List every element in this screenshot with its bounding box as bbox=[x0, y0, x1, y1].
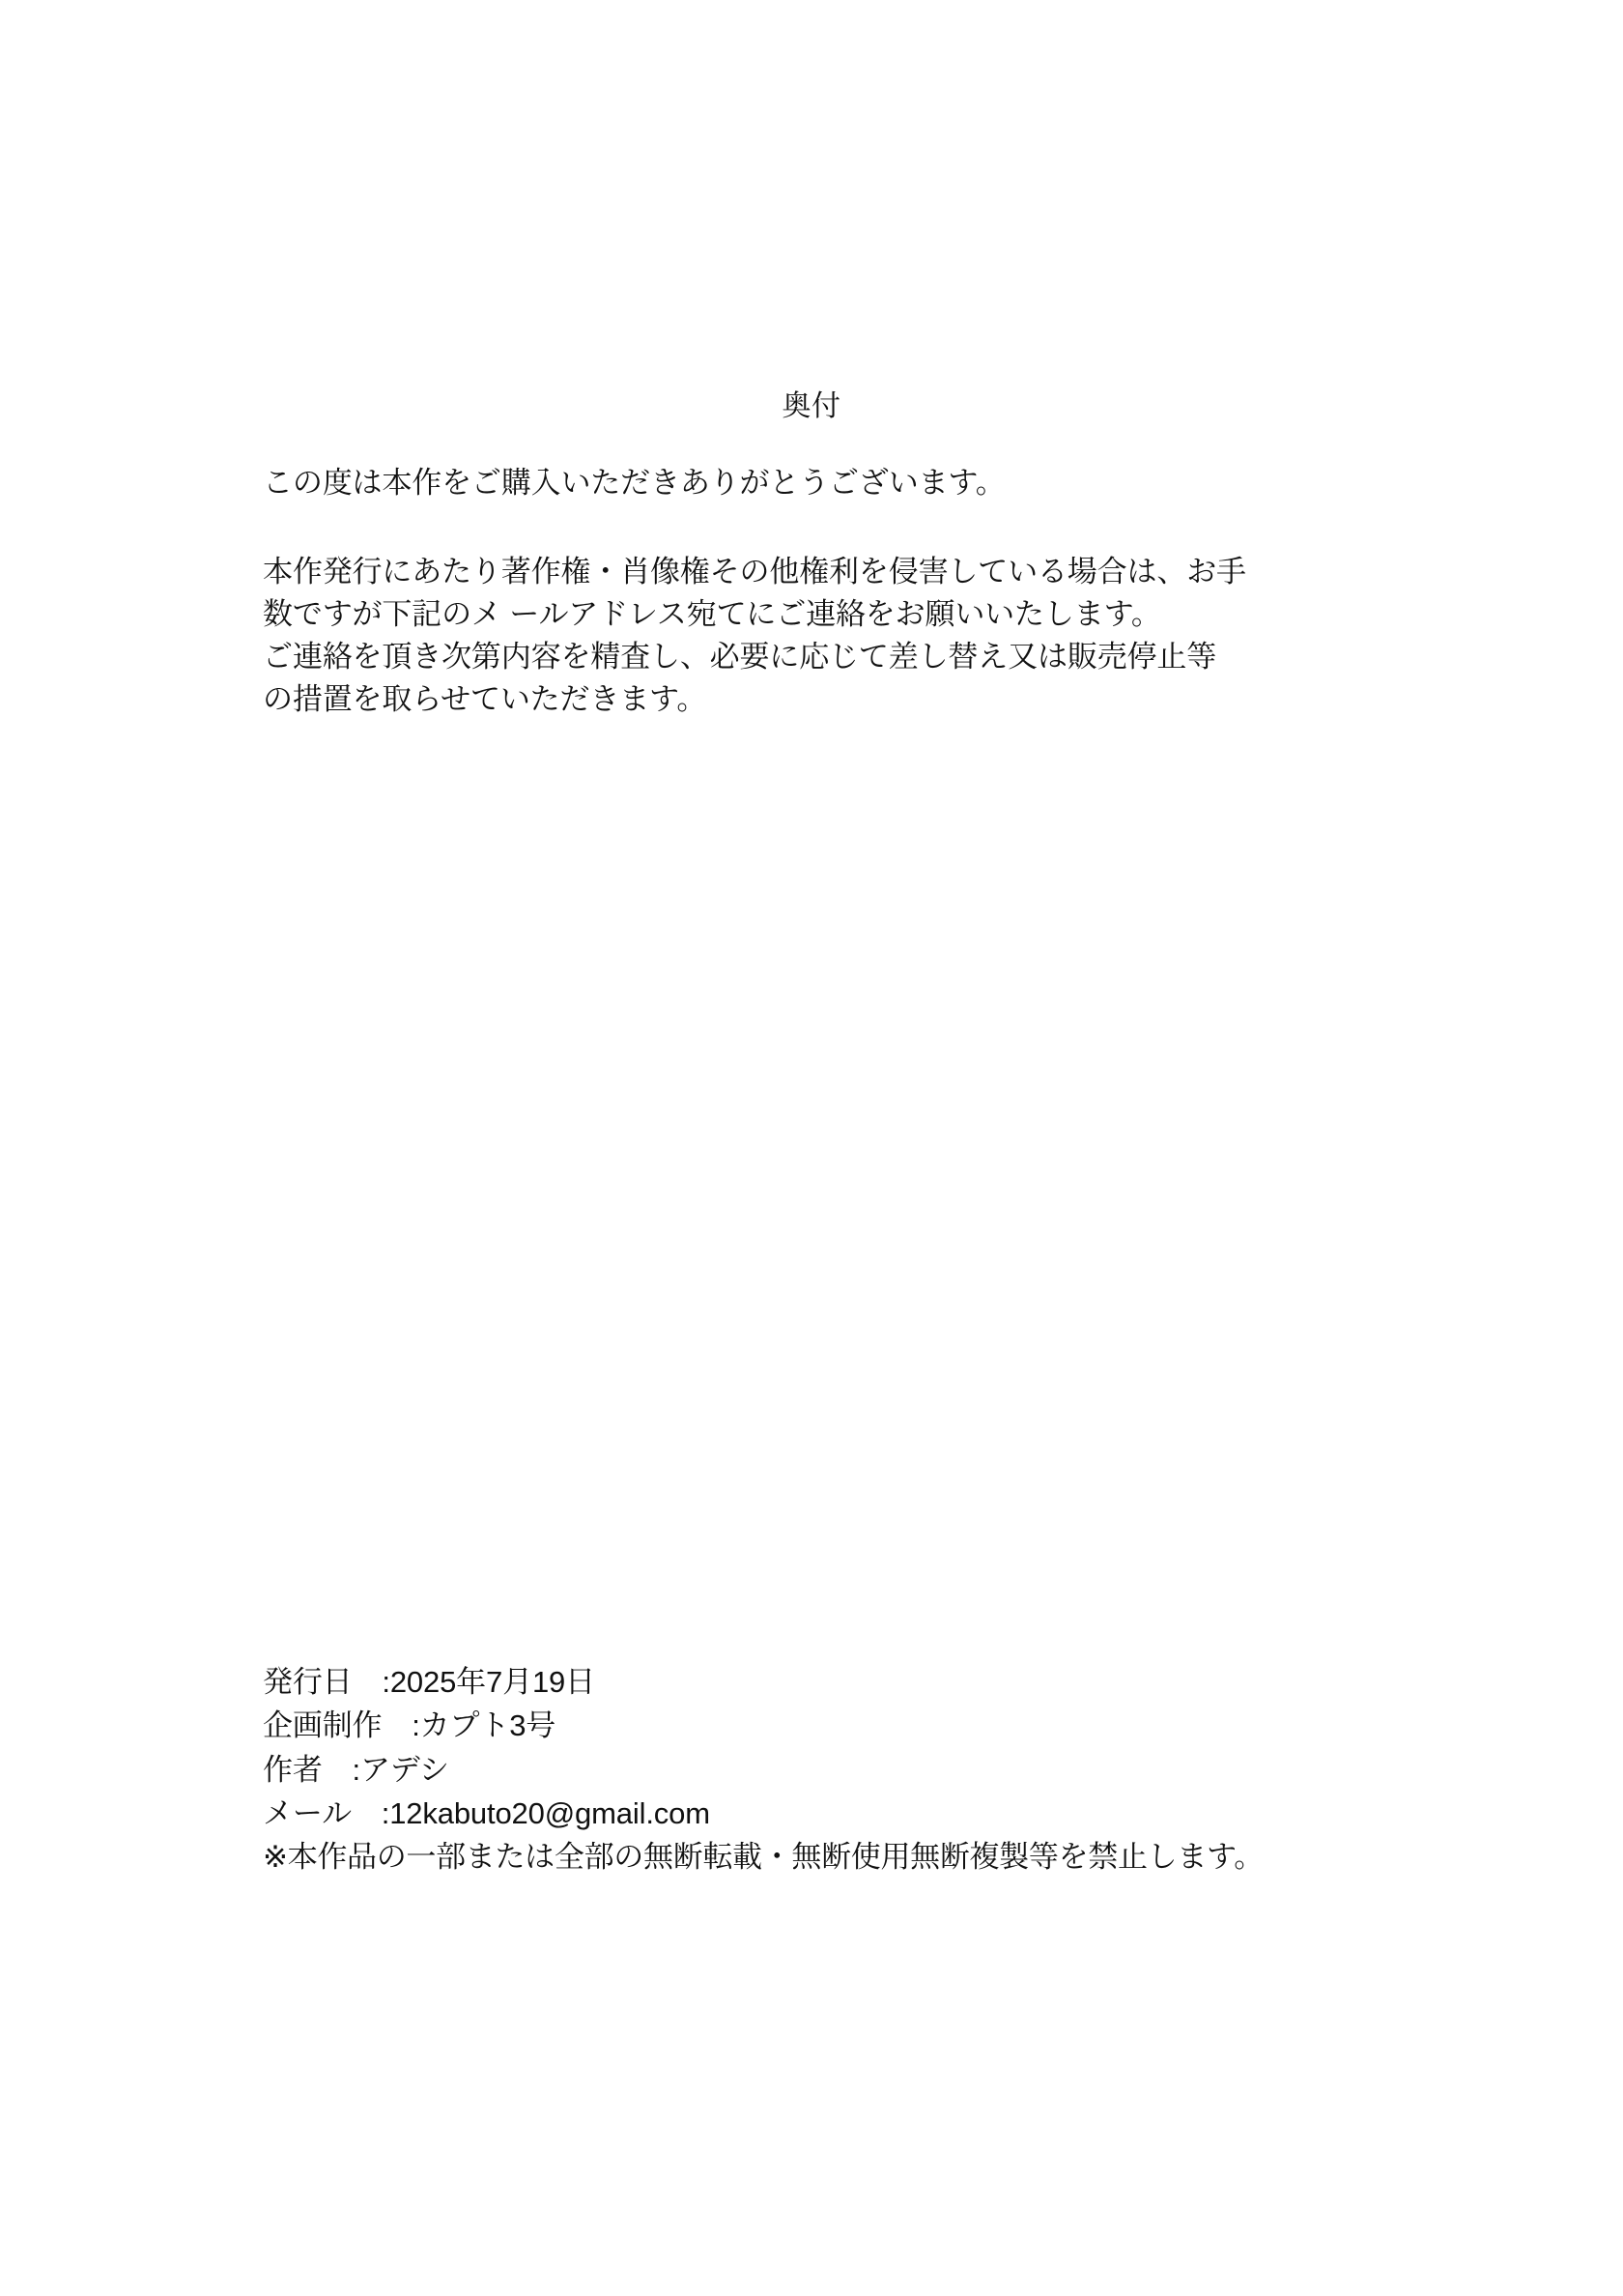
copyright-note: ※本作品の一部または全部の無断転載・無断使用無断複製等を禁止します。 bbox=[263, 1840, 1264, 1874]
author: 作者 :アデシ bbox=[263, 1752, 449, 1787]
contact-mail: メール :12kabuto20@gmail.com bbox=[263, 1795, 710, 1830]
planning-production: 企画制作 :カプト3号 bbox=[263, 1708, 556, 1743]
notice-paragraph-line: 数ですが下記のメ ールアドレス宛てにご連絡をお願いいたします。 bbox=[263, 597, 1161, 632]
thanks-text: この度は本作をご購入いただきありがとうございます。 bbox=[263, 466, 1006, 500]
notice-paragraph-line: の措置を取らせていただきます。 bbox=[263, 682, 707, 717]
notice-paragraph-line: 本作発行にあたり著作権・肖像権その他権利を侵害している場合は、お手 bbox=[263, 555, 1246, 589]
notice-paragraph-line: ご連絡を頂き次第内容を精査し、必要に応じて差し替え又は販売停止等 bbox=[263, 640, 1217, 674]
notice-block bbox=[263, 462, 1383, 721]
page-title: 奥付 bbox=[782, 390, 841, 422]
imprint-block bbox=[263, 1660, 1470, 1879]
publish-date: 発行日 :2025年7月19日 bbox=[263, 1665, 595, 1699]
